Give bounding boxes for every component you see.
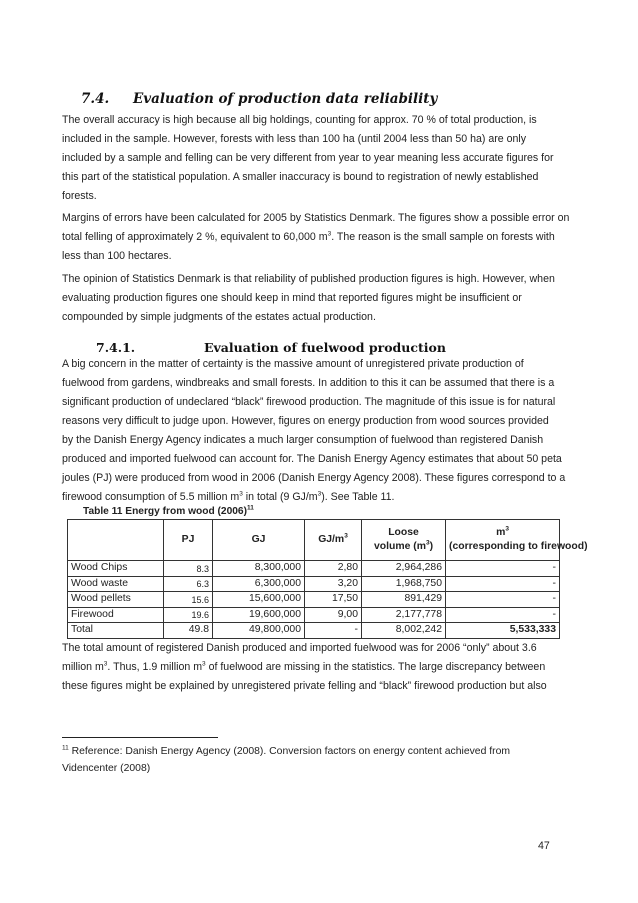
text-line: fuelwood from gardens, windbreaks and small forests. In addition to this it can be assumed that there is a bbox=[62, 377, 555, 389]
text-span: ). See Table 11. bbox=[321, 491, 395, 503]
text-span: . The reason is the small sample on forests with bbox=[331, 231, 555, 243]
text-line bbox=[62, 488, 582, 507]
cell-gj: 49,800,000 bbox=[213, 623, 305, 639]
header-text: m bbox=[496, 527, 506, 538]
text-span: firewood consumption of 5.5 million m bbox=[62, 491, 240, 503]
cell-gjm3: 2,80 bbox=[305, 561, 362, 577]
text-line bbox=[62, 743, 582, 760]
text-line: A big concern in the matter of certainty is the massive amount of unregistered private production of bbox=[62, 358, 524, 370]
caption-text: Table 11 Energy from wood (2006) bbox=[83, 506, 247, 517]
text-span: in total (9 GJ/m bbox=[242, 491, 318, 503]
text-span: million m bbox=[62, 661, 104, 673]
cell-m3: - bbox=[446, 576, 560, 592]
cell-pj: 8.3 bbox=[164, 561, 213, 577]
text-line: less than 100 hectares. bbox=[62, 250, 172, 262]
superscript: 3 bbox=[103, 660, 108, 668]
cell-m3: - bbox=[446, 607, 560, 623]
footnote-ref: 11 bbox=[247, 504, 254, 512]
table-row bbox=[68, 592, 560, 608]
text-line: evaluating production figures one should keep in mind that reported figures might be insufficient or bbox=[62, 292, 522, 304]
section-number: 7.4. bbox=[81, 91, 110, 107]
text-line: compounded by simple judgments of the estates actual production. bbox=[62, 311, 376, 323]
cell-pj: 6.3 bbox=[164, 576, 213, 592]
header-text: volume (m bbox=[373, 541, 426, 552]
header-text: GJ/m bbox=[318, 534, 345, 545]
paragraph-total bbox=[62, 639, 582, 696]
text-line: included in the sample. However, forests with less than 100 ha (until 2004 less than 50 ha) are only bbox=[62, 133, 527, 145]
cell-m3: 5,533,333 bbox=[446, 623, 560, 639]
cell-m3: - bbox=[446, 592, 560, 608]
cell-name: Wood Chips bbox=[68, 561, 164, 577]
text-line: The overall accuracy is high because all big holdings, counting for approx. 70 % of total production, is bbox=[62, 114, 537, 126]
cell-gjm3: 3,20 bbox=[305, 576, 362, 592]
text-line: The total amount of registered Danish produced and imported fuelwood was for 2006 “only” about 3.6 bbox=[62, 642, 537, 654]
table-row bbox=[68, 561, 560, 577]
text-line: Margins of errors have been calculated for 2005 by Statistics Denmark. The figures show a possible error on bbox=[62, 212, 570, 224]
footnote-number: 11 bbox=[62, 744, 69, 752]
header-gj: GJ bbox=[213, 520, 305, 561]
section-heading bbox=[81, 91, 437, 107]
footnote bbox=[62, 743, 582, 777]
superscript: 3 bbox=[344, 532, 348, 540]
cell-loose: 891,429 bbox=[362, 592, 446, 608]
footnote-separator bbox=[62, 737, 218, 738]
cell-gj: 15,600,000 bbox=[213, 592, 305, 608]
text-span: . Thus, 1.9 million m bbox=[107, 661, 203, 673]
cell-loose: 8,002,242 bbox=[362, 623, 446, 639]
text-line bbox=[62, 658, 582, 677]
paragraph-fuelwood bbox=[62, 355, 582, 507]
table-header-row bbox=[68, 520, 560, 561]
header-gj-per-m3 bbox=[305, 520, 362, 561]
paragraph-accuracy bbox=[62, 111, 582, 206]
cell-gjm3: 9,00 bbox=[305, 607, 362, 623]
header-empty bbox=[68, 520, 164, 561]
superscript: 3 bbox=[202, 660, 206, 668]
text-line bbox=[62, 228, 582, 247]
cell-loose: 1,968,750 bbox=[362, 576, 446, 592]
cell-name: Total bbox=[68, 623, 164, 639]
text-line: The opinion of Statistics Denmark is that reliability of published production figures is high. However, when bbox=[62, 273, 555, 285]
text-line: joules (PJ) were produced from wood in 2006 (Danish Energy Agency 2008). These figures correspond to a bbox=[62, 472, 566, 484]
page-number: 47 bbox=[538, 840, 550, 852]
text-span: of fuelwood are missing in the statistics. The large discrepancy between bbox=[205, 661, 546, 673]
text-line: significant production of undeclared “black” firewood production. The magnitude of this issue is for natural bbox=[62, 396, 556, 408]
superscript: 3 bbox=[239, 490, 243, 498]
header-loose-volume bbox=[362, 520, 446, 561]
paragraph-margins bbox=[62, 209, 582, 266]
cell-name: Wood pellets bbox=[68, 592, 164, 608]
superscript: 3 bbox=[505, 525, 509, 533]
text-span: Reference: Danish Energy Agency (2008). Conversion factors on energy content achieved from bbox=[68, 746, 511, 757]
header-text: ) bbox=[429, 541, 434, 552]
table-row bbox=[68, 607, 560, 623]
text-line: this part of the statistical population. A smaller inaccuracy is bound to registration of newly established bbox=[62, 171, 539, 183]
cell-loose: 2,177,778 bbox=[362, 607, 446, 623]
table-total-row bbox=[68, 623, 560, 639]
text-span: total felling of approximately 2 %, equivalent to 60,000 m bbox=[62, 231, 328, 243]
cell-m3: - bbox=[446, 561, 560, 577]
subsection-number: 7.4.1. bbox=[96, 340, 136, 355]
cell-pj: 49.8 bbox=[164, 623, 213, 639]
paragraph-opinion bbox=[62, 270, 582, 327]
energy-table bbox=[67, 519, 588, 639]
text-line: these figures might be explained by unregistered private felling and “black” firewood production but also bbox=[62, 680, 547, 692]
cell-name: Firewood bbox=[68, 607, 164, 623]
header-text: Loose bbox=[388, 527, 419, 538]
cell-name: Wood waste bbox=[68, 576, 164, 592]
header-m3-firewood bbox=[446, 520, 588, 561]
subsection-heading bbox=[96, 340, 446, 355]
cell-gj: 6,300,000 bbox=[213, 576, 305, 592]
header-pj: PJ bbox=[164, 520, 213, 561]
text-line: included by a sample and felling can be very different from year to year meaning less accurate figures for bbox=[62, 152, 554, 164]
table-caption bbox=[83, 506, 254, 517]
superscript: 3 bbox=[425, 539, 430, 547]
text-line: by the Danish Energy Agency indicates a much larger consumption of fuelwood than registered Danish bbox=[62, 434, 544, 446]
superscript: 3 bbox=[327, 230, 332, 238]
cell-gjm3: 17,50 bbox=[305, 592, 362, 608]
section-title: Evaluation of production data reliability bbox=[133, 91, 438, 107]
cell-gjm3: - bbox=[305, 623, 362, 639]
cell-gj: 19,600,000 bbox=[213, 607, 305, 623]
header-text: (corresponding to firewood) bbox=[449, 541, 588, 552]
text-line: Videncenter (2008) bbox=[62, 763, 151, 774]
cell-pj: 19.6 bbox=[164, 607, 213, 623]
text-line: produced and imported fuelwood can account for. The Danish Energy Agency estimates that about 50 peta bbox=[62, 453, 562, 465]
cell-loose: 2,964,286 bbox=[362, 561, 446, 577]
cell-gj: 8,300,000 bbox=[213, 561, 305, 577]
superscript: 3 bbox=[317, 490, 322, 498]
text-line: forests. bbox=[62, 190, 97, 202]
table-row bbox=[68, 576, 560, 592]
text-line: reasons very difficult to judge upon. However, figures on energy production from wood sources provided bbox=[62, 415, 549, 427]
cell-pj: 15.6 bbox=[164, 592, 213, 608]
subsection-title: Evaluation of fuelwood production bbox=[204, 340, 446, 355]
